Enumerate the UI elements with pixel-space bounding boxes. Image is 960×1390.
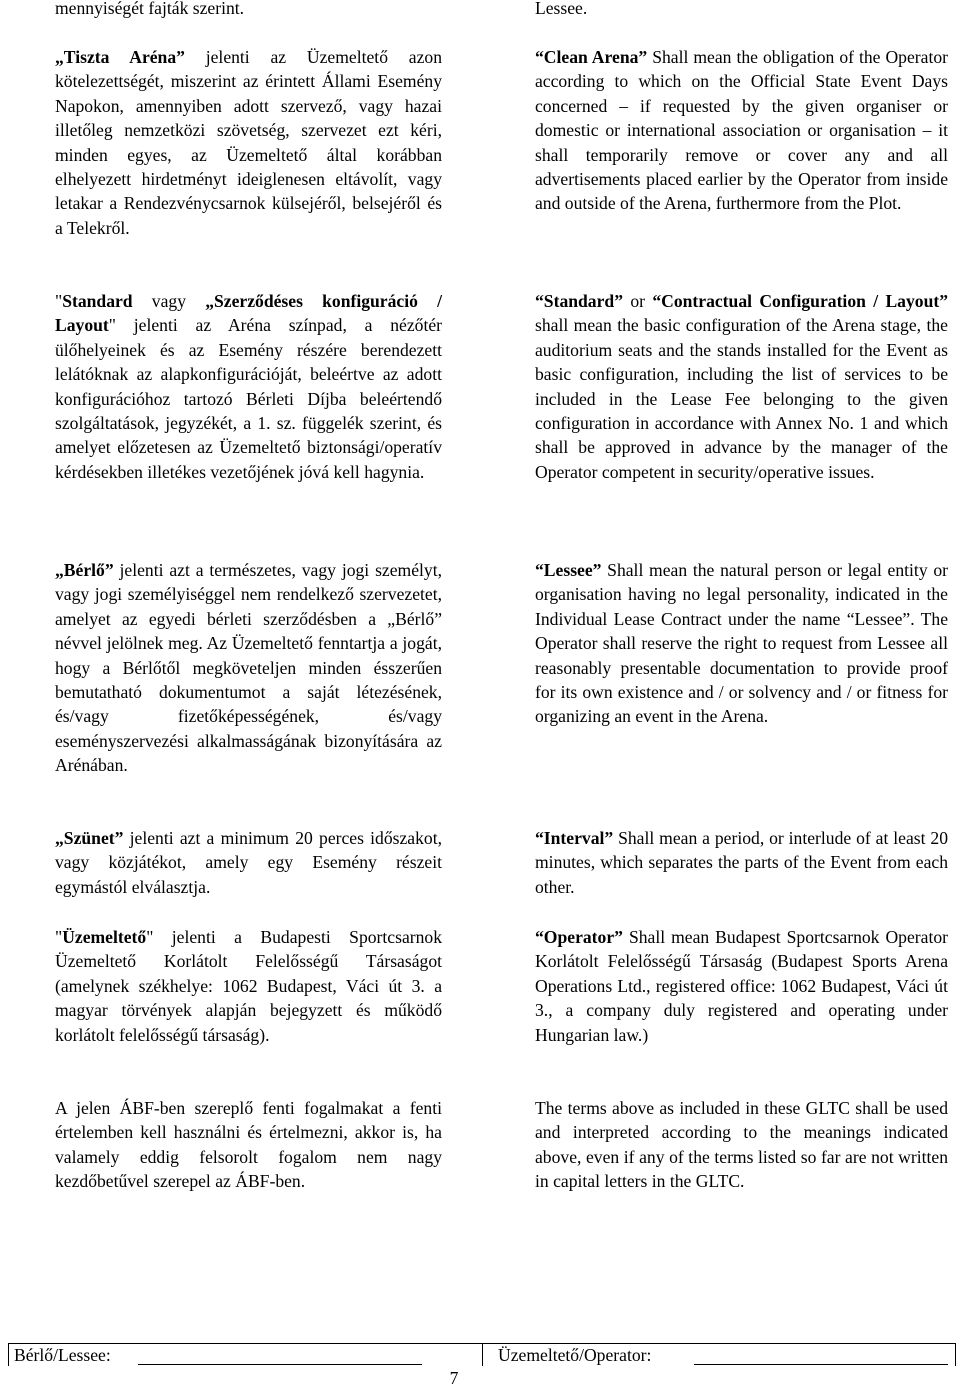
- term-standard-en: “Standard”: [535, 291, 623, 311]
- closing-note-en-text: The terms above as included in these GLTC shall be used and interpreted according to the meanings indicated above, even if any of the terms listed so far are not written in capital letters in the GLTC.: [535, 1098, 948, 1192]
- connector-text: vagy: [132, 291, 206, 311]
- connector-text: or: [623, 291, 653, 311]
- quote-mark: ": [55, 927, 63, 947]
- term-berlo: „Bérlő”: [55, 560, 114, 580]
- term-contractual-configuration: “Contractual Configuration / Layout”: [652, 291, 949, 311]
- quote-mark: ": [108, 315, 116, 336]
- closing-note-hu: [55, 1096, 442, 1194]
- lessee-signature-line: [138, 1364, 422, 1365]
- definition-text: jelenti azt a természetes, vagy jogi személyt, vagy jogi személyiséggel nem rendelkező szervezetet, amelyet az egyedi bérleti szerződésben a „Bérlő” névvel jelölnek meg. Az Üzemeltető fenntartja a jogát, hogy a Bérlőtől megköveteljen minden ésszerűen bemutatható dokumentumot a saját létezésének, és/vagy fizetőképességének, és/vagy eseményszervezési alkalmasságának bizonyítására az Arénában.: [55, 560, 442, 776]
- definition-text: Shall mean a period, or interlude of at least 20 minutes, which separates the parts of the Event from each other.: [535, 828, 948, 897]
- definition-text: jelenti az Aréna színpad, a nézőtér ülőhelyeinek és az Esemény részére berendezett lelátóknak az alapkonfigurációját, beleértve az adott konfigurációhoz tartozó Bérleti Díjba beleértendő szolgáltatások, jegyzékét, a 1. sz. függelék szerint, és amelyet előzetesen az Üzemeltető biztonsági/operatív kérdésekben illetékes vezetőjének jóvá kell hagynia.: [55, 315, 442, 482]
- definition-text: Shall mean the natural person or legal entity or organisation having no legal personality, indicated in the Individual Lease Contract under the name “Lessee”. The Operator shall reserve the right to request from Lessee all reasonably presentable documentation to provide proof for its own existence and / or solvency and / or fitness for organizing an event in the Arena.: [535, 560, 948, 727]
- lessee-signature-label: Bérlő/Lessee:: [14, 1345, 111, 1365]
- definition-text: jelenti a Budapesti Sportcsarnok Üzemeltető Korlátolt Felelősségű Társaságot (amelynek székhelye: 1062 Budapest, Váci út 3. a magyar törvények alapján bejegyzett és működő korlátolt felelősségű társaság).: [55, 927, 442, 1045]
- term-clean-arena: “Clean Arena”: [535, 47, 648, 67]
- definition-text: jelenti az Üzemeltető azon kötelezettségét, miszerint az érintett Állami Esemény Napokon, amennyiben adott szervező, vagy hazai illetőleg nemzetközi szövetség, szervezet ezt kéri, minden egyes, az Üzemeltető által korábban elhelyezett hirdetményt ideiglenesen eltávolít, vagy letakar a Rendezvénycsarnok külsejéről, belsejéről és a Telekről.: [55, 47, 442, 238]
- quote-mark: ": [146, 927, 154, 947]
- definition-operator-hu: [55, 925, 442, 1047]
- definition-text: jelenti azt a minimum 20 perces időszakot, vagy közjátékot, amely egy Esemény részeit egymástól elválasztja.: [55, 828, 442, 897]
- term-szunet: „Szünet”: [55, 828, 124, 848]
- term-interval: “Interval”: [535, 828, 614, 848]
- definition-interval-hu: [55, 826, 442, 899]
- term-uzemelteto: Üzemeltető: [62, 927, 147, 947]
- continued-text-en-content: Lessee.: [535, 0, 588, 18]
- definition-standard-hu: [55, 289, 442, 484]
- definition-interval-en: [535, 826, 948, 899]
- closing-note-hu-text: A jelen ÁBF-ben szereplő fenti fogalmakat a fenti értelemben kell használni és értelmezni, akkor is, ha valamely eddig felsorolt fogalom nem nagy kezdőbetűvel szerepel az ÁBF-ben.: [55, 1098, 442, 1192]
- definition-text: Shall mean Budapest Sportcsarnok Operator Korlátolt Felelősségű Társaság (Budapest Sports Arena Operations Ltd., registered office: 1062 Budapest, Váci út 3., a company duly registered and operating under Hungarian law.): [535, 927, 948, 1045]
- definition-standard-en: [535, 289, 948, 484]
- footer-divider: [482, 1344, 483, 1366]
- definition-text: shall mean the basic configuration of the Arena stage, the auditorium seats and the stands installed for the Event as basic configuration, including the list of services to be included in the Lease Fee belonging to the given configuration in accordance with Annex No. 1 and which shall be approved in advance by the manager of the Operator competent in security/operative issues.: [535, 315, 948, 482]
- definition-lessee-en: [535, 558, 948, 729]
- definition-operator-en: [535, 925, 948, 1047]
- footer-divider: [955, 1344, 956, 1366]
- footer-divider: [8, 1344, 9, 1366]
- page-footer: [0, 1340, 960, 1390]
- term-standard: Standard: [62, 291, 133, 311]
- definition-lessee-hu: [55, 558, 442, 778]
- operator-signature-line: [694, 1364, 948, 1365]
- definition-text: Shall mean the obligation of the Operator according to which on the Official State Event Days concerned – if requested by the given organiser or domestic or international association or organisation – it shall temporarily remove or cover any and all advertisements placed earlier by the Operator from inside and outside of the Arena, furthermore from the Plot.: [535, 47, 948, 214]
- continued-text-hu-content: mennyiségét fajták szerint.: [55, 0, 245, 18]
- term-lessee: “Lessee”: [535, 560, 602, 580]
- operator-signature-label: Üzemeltető/Operator:: [498, 1345, 652, 1365]
- term-operator: “Operator”: [535, 927, 623, 947]
- continued-text-en: [535, 0, 948, 20]
- definition-clean-arena-en: [535, 45, 948, 216]
- definition-clean-arena-hu: [55, 45, 442, 240]
- term-szerzodeses-konfiguracio: „Szerződéses konfiguráció / Layout: [55, 291, 442, 336]
- page-number: 7: [449, 1368, 459, 1388]
- quote-mark: ": [55, 291, 63, 311]
- closing-note-en: [535, 1096, 948, 1194]
- continued-text-hu: [55, 0, 442, 20]
- term-tiszta-arena: „Tiszta Aréna”: [55, 47, 185, 67]
